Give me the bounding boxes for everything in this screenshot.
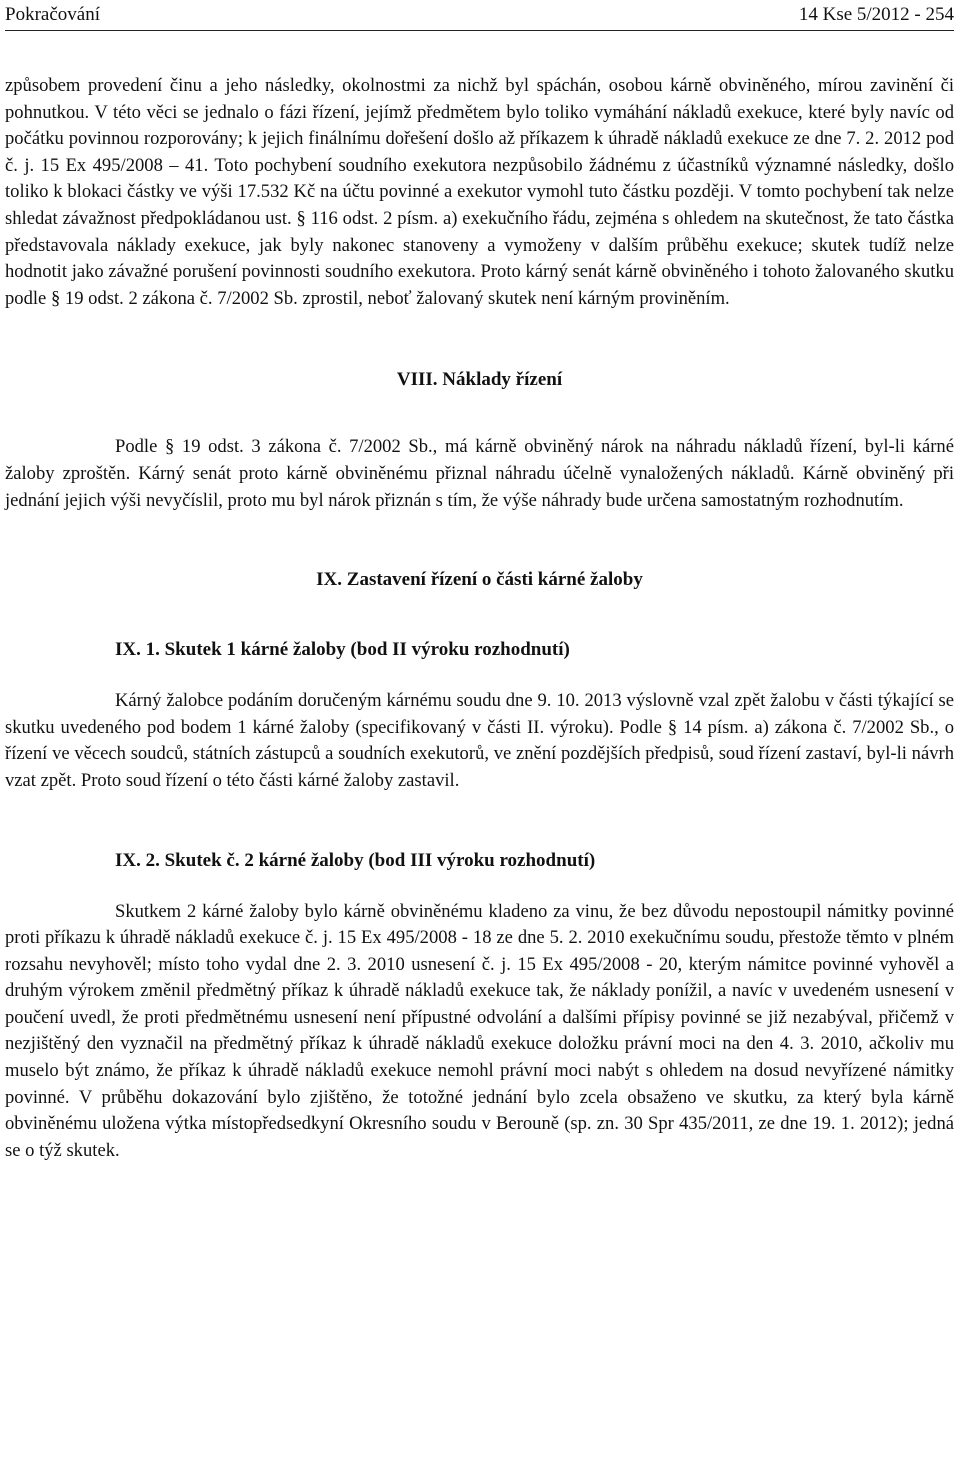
paragraph-costs: Podle § 19 odst. 3 zákona č. 7/2002 Sb., má kárně obviněný nárok na náhradu nákladů řízení, byl-li kárné žaloby zproštěn. Kárný senát proto kárně obviněnému přiznal náhradu účelně vynaložených nákladů. Kárně obviněný při jednání jejich výši nevyčíslil, proto mu byl nárok přiznán s tím, že výše náhrady bude určena samostatným rozhodnutím. [5, 436, 954, 511]
section-heading-costs: VIII. Náklady řízení [396, 369, 563, 391]
paragraph-act-2: Skutkem 2 kárné žaloby bylo kárně obviněnému kladeno za vinu, že bez důvodu nepostoupil námitky povinné proti příkazu k úhradě nákladů exekuce č. j. 15 Ex 495/2008 - 18 ze dne 5. 2. 2010 exekučnímu soudu, přestože těmto v plném rozsahu nevyhověl; místo toho vydal dne 2. 3. 2010 usnesení č. j. 15 Ex 495/2008 - 20, kterým námitce povinné vyhověl a druhým výrokem změnil předmětný příkaz k úhradě nákladů exekuce tak, že náklady ponížil, a navíc v uvedeném usnesení v poučení uvedl, že proti předmětnému usnesení není přípustné odvolání a dalšími přípisy povinné se již nezabýval, přičemž v nezjištěný den vyznačil na předmětný příkaz k úhradě nákladů exekuce doložku právní moci na den 4. 3. 2010, ačkoliv mu muselo být známo, že příkaz k úhradě nákladů exekuce nemohl právní moci nabýt s ohledem na dosud nevyřízené námitky povinné. V průběhu dokazování bylo zjištěno, že totožné jednání bylo zcela obsaženo ve skutku, za který byla kárně obviněnému uložena výtka místopředsedkyní Okresního soudu v Berouně (sp. zn. 30 Spr 435/2011, ze dne 19. 1. 2012); jedná se o týž skutek. [5, 900, 954, 1161]
paragraph-verdict-reasoning: způsobem provedení činu a jeho následky, okolnostmi za nichž byl spáchán, osobou kárně obviněného, mírou zavinění či pohnutkou. V této věci se jednalo o fázi řízení, jejímž předmětem bylo toliko vymáhání nákladů exekuce, které byly navíc od počátku povinnou rozporovány; k jejich finálnímu dořešení došlo až příkazem k úhradě nákladů exekuce ze dne 7. 2. 2012 pod č. j. 15 Ex 495/2008 – 41. Toto pochybení soudního exekutora nezpůsobilo žádnému z účastníků významné následky, došlo toliko k blokaci částky ve výši 17.532 Kč na účtu povinné a exekutor vymohl tuto částku později. V tomto pochybení tak nelze shledat závažnost předpokládanou ust. § 116 odst. 2 písm. a) exekučního řádu, zejména s ohledem na skutečnost, že tato částka představovala náklady exekuce, jak byly nakonec stanoveny a vymoženy v dalším průběhu exekuce; skutek tudíž nelze hodnotit jako závažné porušení povinnosti soudního exekutora. Proto kárný senát kárně obviněného i tohoto žalovaného skutku podle § 19 odst. 2 zákona č. 7/2002 Sb. zprostil, neboť žalovaný skutek není kárným proviněním. [5, 75, 954, 309]
header-continuation: Pokračování [5, 4, 100, 25]
document-page [5, 0, 954, 1164]
paragraph-act-1: Kárný žalobce podáním doručeným kárnému soudu dne 9. 10. 2013 výslovně vzal zpět žalobu v části týkající se skutku uvedeného pod bodem 1 kárné žaloby (specifikovaný v části II. výroku). Podle § 14 písm. a) zákona č. 7/2002 Sb., o řízení ve věcech soudců, státních zástupců a soudních exekutorů, ve znění pozdějších předpisů, soud řízení zastaví, byl-li návrh vzat zpět. Proto soud řízení o této části kárné žaloby zastavil. [5, 690, 954, 791]
header-case-number: 14 Kse 5/2012 - 254 [798, 4, 954, 25]
page-header [5, 2, 954, 31]
section-heading-discontinuation: IX. Zastavení řízení o části kárné žaloby [316, 569, 643, 591]
subsection-heading-act-2: IX. 2. Skutek č. 2 kárné žaloby (bod III výroku rozhodnutí) [115, 849, 596, 871]
subsection-heading-act-1: IX. 1. Skutek 1 kárné žaloby (bod II výroku rozhodnutí) [115, 639, 570, 661]
